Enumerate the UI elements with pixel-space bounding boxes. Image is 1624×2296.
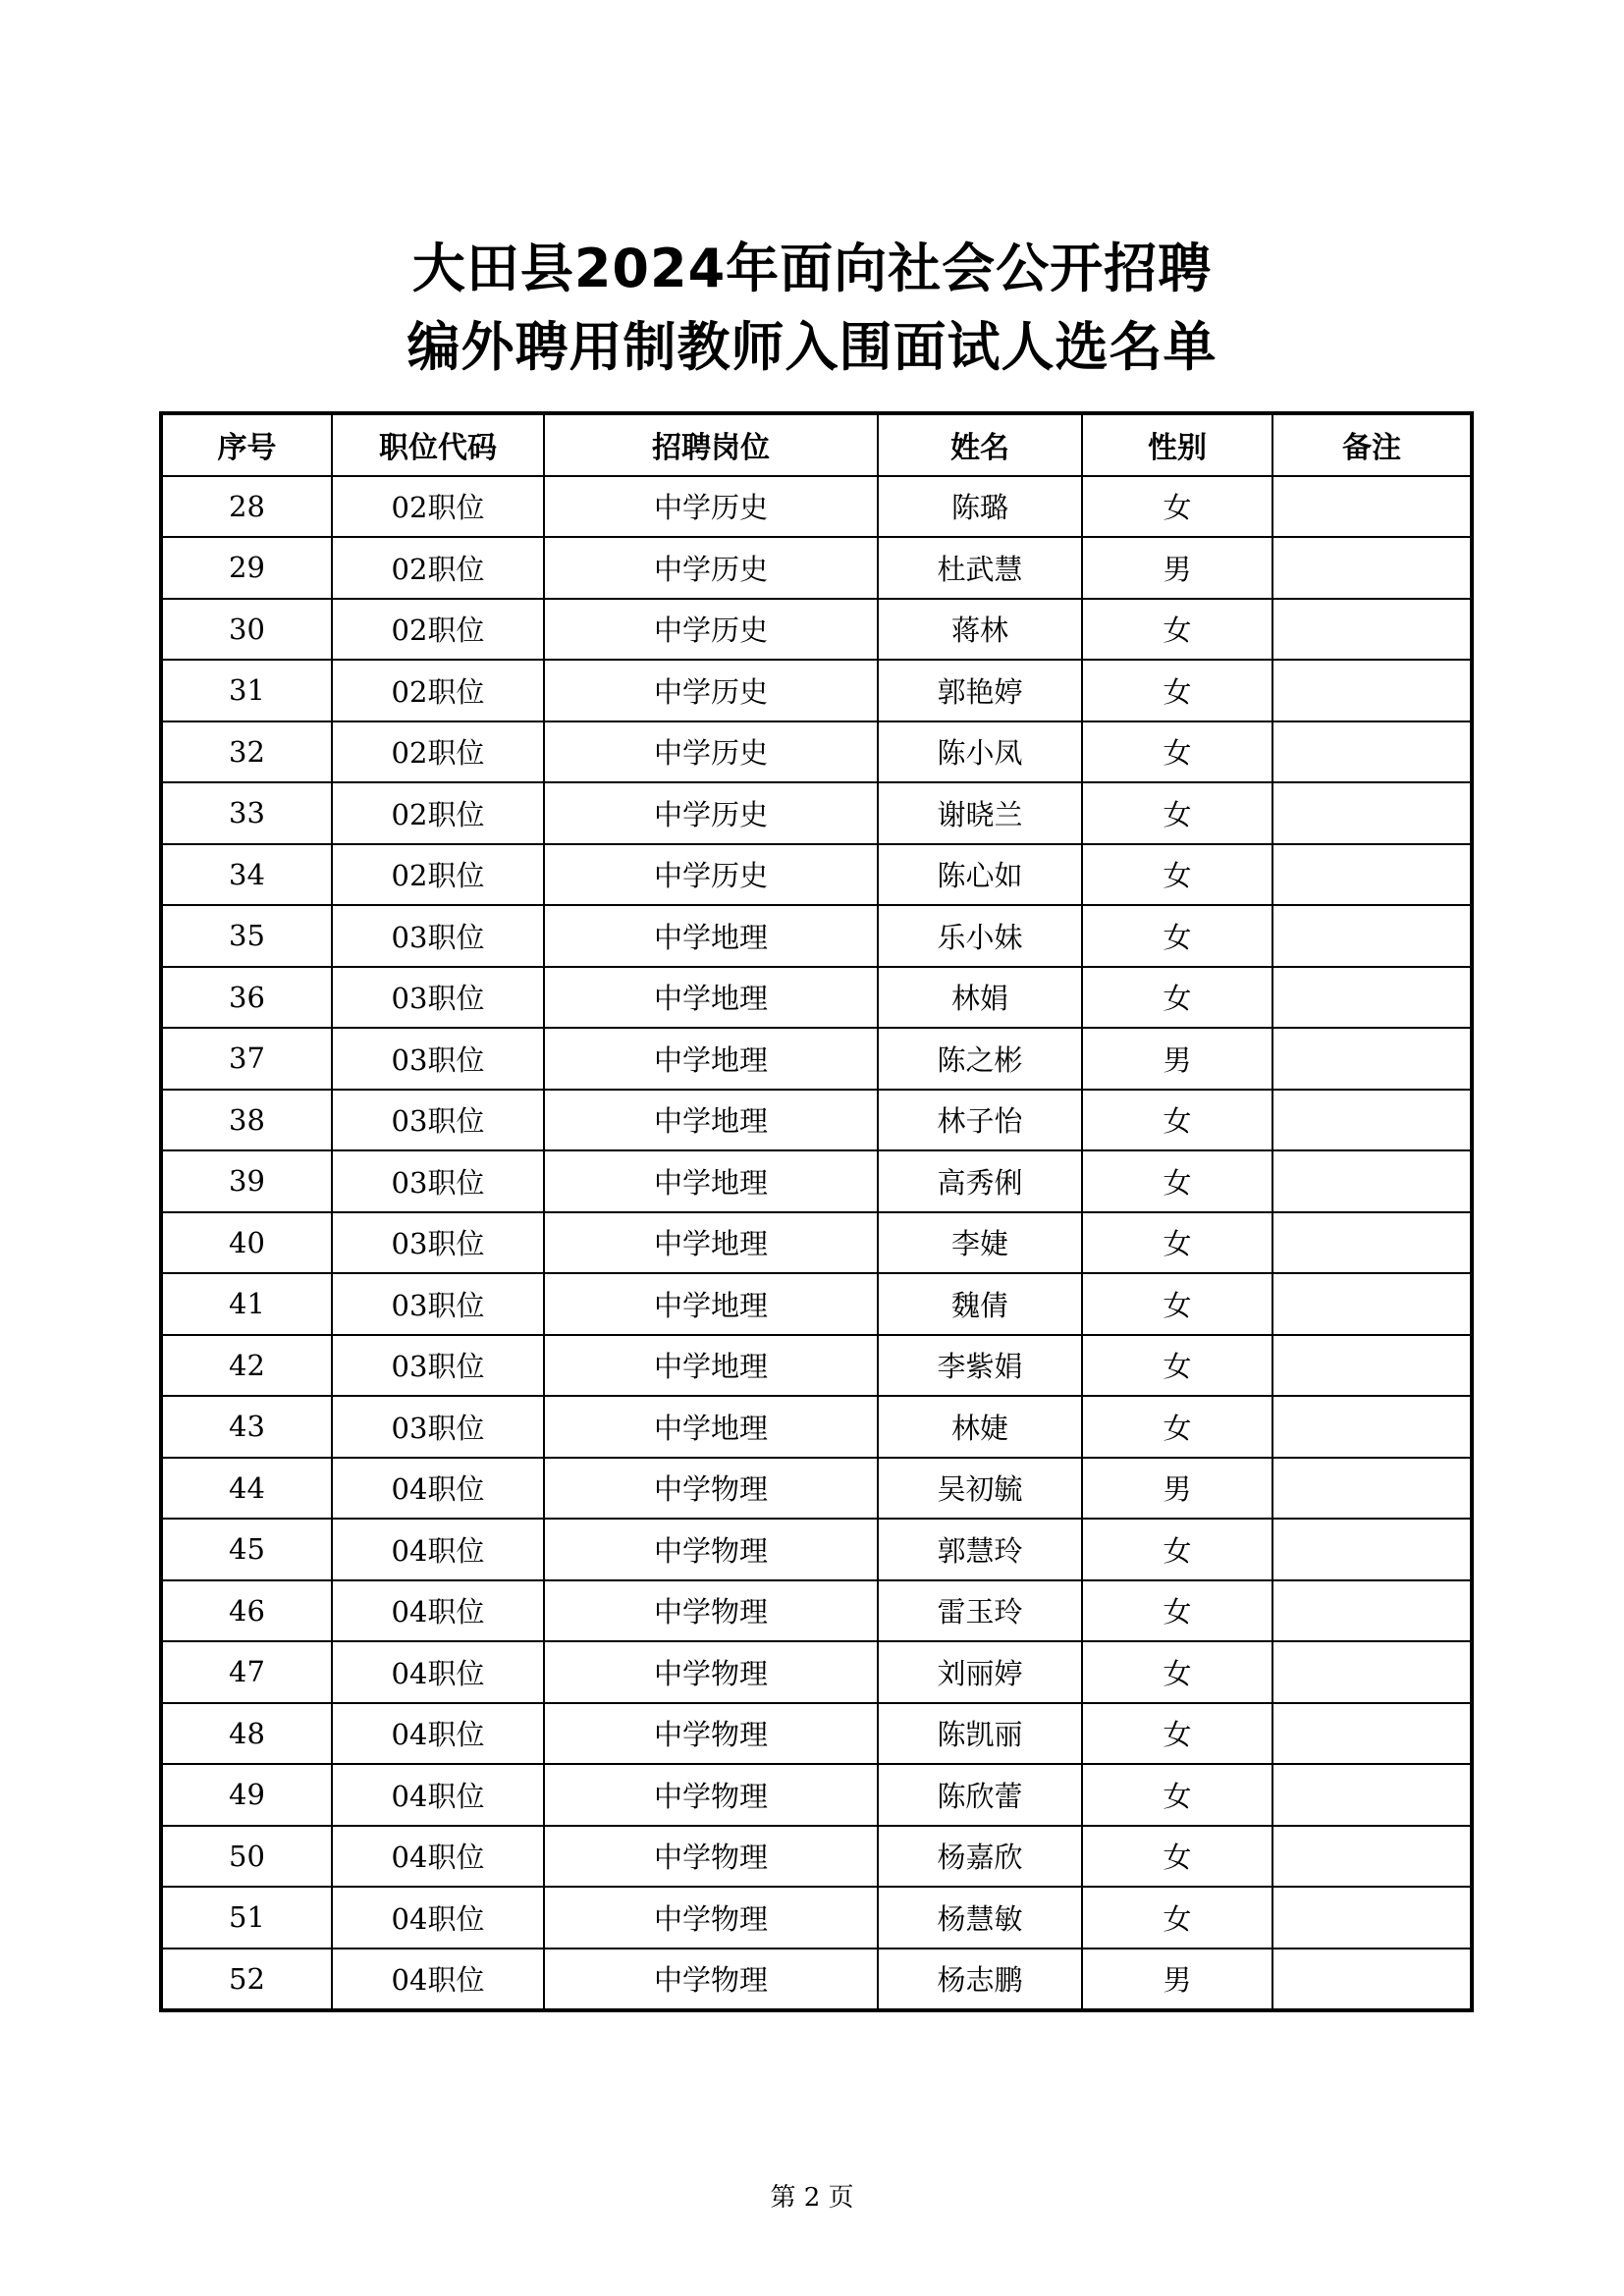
cell-no: 39 bbox=[161, 1150, 332, 1212]
cell-code: 04职位 bbox=[332, 1519, 544, 1580]
cell-name: 杨慧敏 bbox=[878, 1887, 1082, 1949]
cell-gender: 女 bbox=[1082, 1519, 1272, 1580]
cell-code: 03职位 bbox=[332, 1273, 544, 1335]
cell-gender: 女 bbox=[1082, 782, 1272, 844]
cell-name: 蒋林 bbox=[878, 599, 1082, 661]
cell-gender: 女 bbox=[1082, 1641, 1272, 1703]
cell-gender: 女 bbox=[1082, 905, 1272, 967]
cell-note bbox=[1272, 1580, 1472, 1642]
table-row bbox=[161, 1519, 1472, 1580]
cell-gender: 女 bbox=[1082, 1887, 1272, 1949]
cell-no: 40 bbox=[161, 1212, 332, 1274]
cell-name: 陈之彬 bbox=[878, 1028, 1082, 1090]
table-row bbox=[161, 1396, 1472, 1458]
cell-no: 38 bbox=[161, 1090, 332, 1151]
document-title-line-2: 编外聘用制教师入围面试人选名单 bbox=[406, 316, 1218, 378]
cell-gender: 女 bbox=[1082, 1150, 1272, 1212]
cell-gender: 男 bbox=[1082, 537, 1272, 599]
cell-gender: 女 bbox=[1082, 1580, 1272, 1642]
cell-code: 03职位 bbox=[332, 905, 544, 967]
table-row bbox=[161, 1580, 1472, 1642]
cell-name: 林娟 bbox=[878, 967, 1082, 1029]
cell-post: 中学地理 bbox=[544, 967, 878, 1029]
cell-no: 34 bbox=[161, 844, 332, 906]
cell-no: 35 bbox=[161, 905, 332, 967]
cell-code: 02职位 bbox=[332, 844, 544, 906]
cell-no: 48 bbox=[161, 1703, 332, 1765]
cell-note bbox=[1272, 782, 1472, 844]
table-row bbox=[161, 599, 1472, 661]
table-row bbox=[161, 967, 1472, 1029]
cell-no: 32 bbox=[161, 721, 332, 783]
header-name: 姓名 bbox=[878, 413, 1082, 476]
cell-code: 04职位 bbox=[332, 1641, 544, 1703]
table-row bbox=[161, 844, 1472, 906]
header-code: 职位代码 bbox=[332, 413, 544, 476]
cell-note bbox=[1272, 1028, 1472, 1090]
table-row bbox=[161, 1335, 1472, 1397]
cell-gender: 男 bbox=[1082, 1028, 1272, 1090]
table-row bbox=[161, 660, 1472, 721]
cell-note bbox=[1272, 1519, 1472, 1580]
cell-name: 李紫娟 bbox=[878, 1335, 1082, 1397]
cell-note bbox=[1272, 537, 1472, 599]
cell-name: 谢晓兰 bbox=[878, 782, 1082, 844]
cell-post: 中学历史 bbox=[544, 476, 878, 538]
cell-name: 雷玉玲 bbox=[878, 1580, 1082, 1642]
cell-no: 52 bbox=[161, 1949, 332, 2011]
cell-name: 陈璐 bbox=[878, 476, 1082, 538]
cell-note bbox=[1272, 844, 1472, 906]
cell-gender: 女 bbox=[1082, 476, 1272, 538]
cell-note bbox=[1272, 476, 1472, 538]
document-title-line-1: 大田县2024年面向社会公开招聘 bbox=[411, 238, 1213, 299]
cell-code: 04职位 bbox=[332, 1580, 544, 1642]
cell-post: 中学物理 bbox=[544, 1764, 878, 1826]
cell-no: 41 bbox=[161, 1273, 332, 1335]
cell-no: 36 bbox=[161, 967, 332, 1029]
table-row bbox=[161, 1150, 1472, 1212]
cell-gender: 女 bbox=[1082, 1090, 1272, 1151]
cell-post: 中学地理 bbox=[544, 1273, 878, 1335]
table-row bbox=[161, 782, 1472, 844]
table-row bbox=[161, 476, 1472, 538]
cell-note bbox=[1272, 1949, 1472, 2011]
cell-code: 04职位 bbox=[332, 1887, 544, 1949]
cell-note bbox=[1272, 660, 1472, 721]
cell-no: 30 bbox=[161, 599, 332, 661]
cell-post: 中学物理 bbox=[544, 1703, 878, 1765]
cell-code: 02职位 bbox=[332, 476, 544, 538]
cell-no: 47 bbox=[161, 1641, 332, 1703]
table-row bbox=[161, 1028, 1472, 1090]
cell-name: 郭慧玲 bbox=[878, 1519, 1082, 1580]
cell-note bbox=[1272, 1887, 1472, 1949]
cell-code: 02职位 bbox=[332, 599, 544, 661]
cell-name: 乐小妹 bbox=[878, 905, 1082, 967]
cell-note bbox=[1272, 1212, 1472, 1274]
cell-note bbox=[1272, 1641, 1472, 1703]
cell-gender: 女 bbox=[1082, 844, 1272, 906]
header-no: 序号 bbox=[161, 413, 332, 476]
cell-note bbox=[1272, 1703, 1472, 1765]
cell-gender: 女 bbox=[1082, 1826, 1272, 1888]
table-row bbox=[161, 537, 1472, 599]
header-note: 备注 bbox=[1272, 413, 1472, 476]
cell-note bbox=[1272, 599, 1472, 661]
cell-post: 中学物理 bbox=[544, 1580, 878, 1642]
candidate-table bbox=[159, 411, 1474, 2012]
cell-post: 中学物理 bbox=[544, 1519, 878, 1580]
cell-post: 中学历史 bbox=[544, 721, 878, 783]
cell-post: 中学历史 bbox=[544, 537, 878, 599]
page-number: 第 2 页 bbox=[770, 2183, 854, 2213]
cell-post: 中学地理 bbox=[544, 905, 878, 967]
cell-note bbox=[1272, 1273, 1472, 1335]
cell-post: 中学物理 bbox=[544, 1458, 878, 1520]
cell-no: 42 bbox=[161, 1335, 332, 1397]
table-row bbox=[161, 1458, 1472, 1520]
cell-name: 陈小凤 bbox=[878, 721, 1082, 783]
cell-post: 中学历史 bbox=[544, 844, 878, 906]
cell-name: 陈凯丽 bbox=[878, 1703, 1082, 1765]
cell-note bbox=[1272, 1764, 1472, 1826]
cell-gender: 女 bbox=[1082, 1396, 1272, 1458]
cell-no: 31 bbox=[161, 660, 332, 721]
cell-code: 02职位 bbox=[332, 660, 544, 721]
cell-gender: 女 bbox=[1082, 1212, 1272, 1274]
cell-gender: 女 bbox=[1082, 721, 1272, 783]
cell-note bbox=[1272, 1826, 1472, 1888]
table-row bbox=[161, 905, 1472, 967]
cell-name: 刘丽婷 bbox=[878, 1641, 1082, 1703]
cell-code: 03职位 bbox=[332, 1028, 544, 1090]
cell-name: 郭艳婷 bbox=[878, 660, 1082, 721]
cell-note bbox=[1272, 1090, 1472, 1151]
cell-gender: 女 bbox=[1082, 599, 1272, 661]
table-row bbox=[161, 1273, 1472, 1335]
cell-gender: 女 bbox=[1082, 967, 1272, 1029]
cell-post: 中学地理 bbox=[544, 1090, 878, 1151]
cell-no: 50 bbox=[161, 1826, 332, 1888]
table-row bbox=[161, 1090, 1472, 1151]
cell-post: 中学历史 bbox=[544, 782, 878, 844]
cell-note bbox=[1272, 1335, 1472, 1397]
cell-no: 28 bbox=[161, 476, 332, 538]
cell-gender: 男 bbox=[1082, 1949, 1272, 2011]
cell-post: 中学物理 bbox=[544, 1826, 878, 1888]
cell-no: 44 bbox=[161, 1458, 332, 1520]
cell-name: 魏倩 bbox=[878, 1273, 1082, 1335]
cell-code: 04职位 bbox=[332, 1458, 544, 1520]
cell-name: 林子怡 bbox=[878, 1090, 1082, 1151]
cell-code: 02职位 bbox=[332, 782, 544, 844]
cell-gender: 女 bbox=[1082, 1703, 1272, 1765]
cell-gender: 女 bbox=[1082, 1764, 1272, 1826]
cell-code: 02职位 bbox=[332, 721, 544, 783]
cell-code: 04职位 bbox=[332, 1826, 544, 1888]
cell-post: 中学地理 bbox=[544, 1150, 878, 1212]
cell-name: 陈心如 bbox=[878, 844, 1082, 906]
table-row bbox=[161, 1826, 1472, 1888]
cell-code: 04职位 bbox=[332, 1764, 544, 1826]
cell-note bbox=[1272, 1458, 1472, 1520]
cell-gender: 女 bbox=[1082, 1335, 1272, 1397]
cell-note bbox=[1272, 1150, 1472, 1212]
cell-gender: 女 bbox=[1082, 1273, 1272, 1335]
cell-post: 中学历史 bbox=[544, 599, 878, 661]
table-row bbox=[161, 1212, 1472, 1274]
cell-code: 03职位 bbox=[332, 967, 544, 1029]
cell-code: 04职位 bbox=[332, 1703, 544, 1765]
table-row bbox=[161, 1703, 1472, 1765]
header-gender: 性别 bbox=[1082, 413, 1272, 476]
cell-post: 中学物理 bbox=[544, 1949, 878, 2011]
cell-post: 中学历史 bbox=[544, 660, 878, 721]
cell-gender: 女 bbox=[1082, 660, 1272, 721]
cell-no: 45 bbox=[161, 1519, 332, 1580]
cell-code: 03职位 bbox=[332, 1212, 544, 1274]
cell-post: 中学物理 bbox=[544, 1887, 878, 1949]
table-row bbox=[161, 1887, 1472, 1949]
cell-post: 中学地理 bbox=[544, 1028, 878, 1090]
cell-name: 陈欣蕾 bbox=[878, 1764, 1082, 1826]
cell-post: 中学物理 bbox=[544, 1641, 878, 1703]
table-row bbox=[161, 721, 1472, 783]
cell-name: 杜武慧 bbox=[878, 537, 1082, 599]
cell-no: 49 bbox=[161, 1764, 332, 1826]
cell-name: 杨志鹏 bbox=[878, 1949, 1082, 2011]
cell-no: 37 bbox=[161, 1028, 332, 1090]
cell-no: 46 bbox=[161, 1580, 332, 1642]
cell-name: 林婕 bbox=[878, 1396, 1082, 1458]
cell-code: 03职位 bbox=[332, 1335, 544, 1397]
cell-code: 04职位 bbox=[332, 1949, 544, 2011]
cell-no: 29 bbox=[161, 537, 332, 599]
cell-post: 中学地理 bbox=[544, 1396, 878, 1458]
cell-name: 高秀俐 bbox=[878, 1150, 1082, 1212]
cell-post: 中学地理 bbox=[544, 1335, 878, 1397]
cell-no: 33 bbox=[161, 782, 332, 844]
cell-code: 03职位 bbox=[332, 1150, 544, 1212]
table-row bbox=[161, 1949, 1472, 2011]
cell-no: 51 bbox=[161, 1887, 332, 1949]
cell-code: 03职位 bbox=[332, 1090, 544, 1151]
table-row bbox=[161, 1641, 1472, 1703]
cell-name: 吴初毓 bbox=[878, 1458, 1082, 1520]
cell-no: 43 bbox=[161, 1396, 332, 1458]
cell-name: 李婕 bbox=[878, 1212, 1082, 1274]
table-row bbox=[161, 1764, 1472, 1826]
cell-code: 03职位 bbox=[332, 1396, 544, 1458]
cell-name: 杨嘉欣 bbox=[878, 1826, 1082, 1888]
cell-post: 中学地理 bbox=[544, 1212, 878, 1274]
table-header-row bbox=[161, 413, 1472, 476]
header-post: 招聘岗位 bbox=[544, 413, 878, 476]
cell-gender: 男 bbox=[1082, 1458, 1272, 1520]
cell-note bbox=[1272, 905, 1472, 967]
cell-code: 02职位 bbox=[332, 537, 544, 599]
cell-note bbox=[1272, 967, 1472, 1029]
cell-note bbox=[1272, 1396, 1472, 1458]
cell-note bbox=[1272, 721, 1472, 783]
